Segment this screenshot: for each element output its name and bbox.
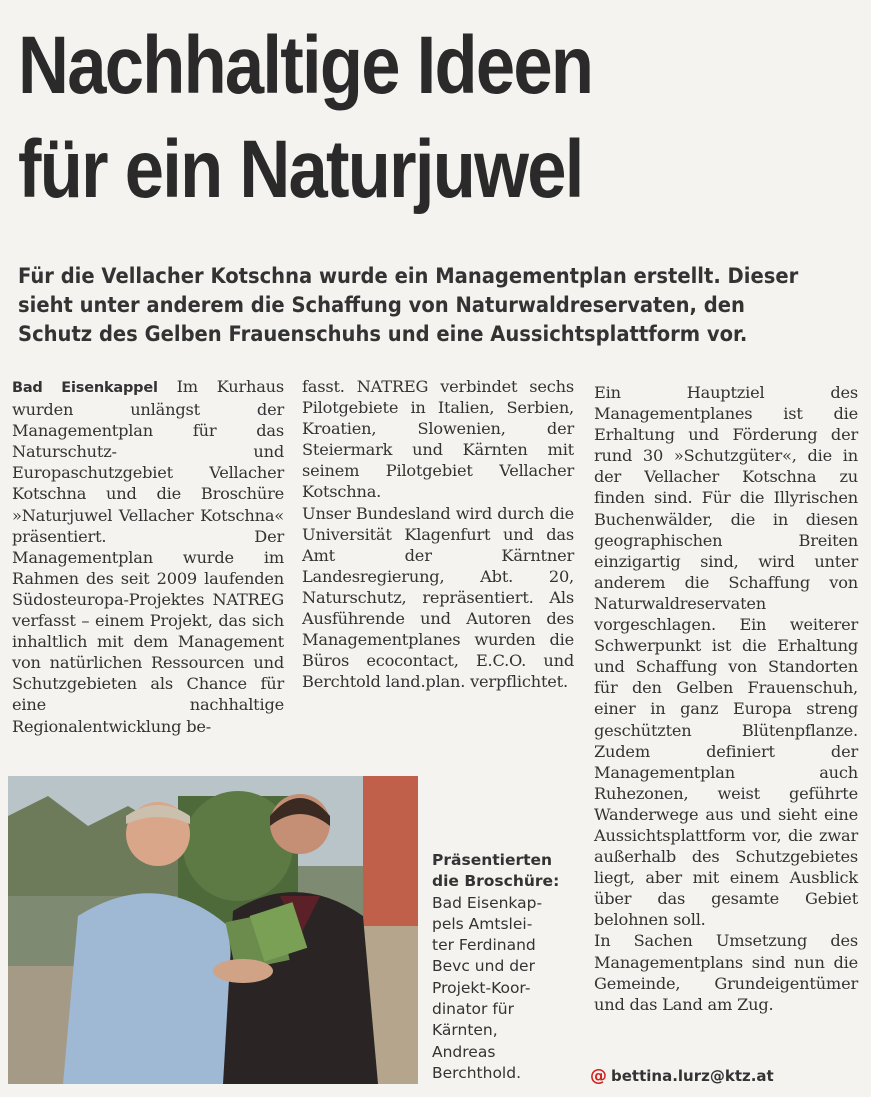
- caption-line-8: Andreas: [432, 1042, 496, 1061]
- caption-title-line-2: die Broschüre:: [432, 872, 560, 891]
- caption-line-7: Kärnten,: [432, 1021, 498, 1040]
- column-3-paragraph-2: In Sachen Umsetzung des Managementplans sind nun die Gemeinde, Grundeigentümer und das Land am Zug.: [594, 931, 858, 1014]
- lead-line-2: sieht unter anderem die Schaffung von Naturwaldreservaten, den: [18, 293, 745, 317]
- column-3-paragraph-1: Ein Hauptziel des Managementplanes ist die Erhaltung und Förderung der rund 30 »Schutzgüter«, die in der Vellacher Kotschna zu finden sind. Für die Illyrischen Buchenwälder, die in diesen geographischen Breiten einzigartig sind, wird unter anderem die Schaffung von Naturwaldreservaten vorgeschlagen. Ein weiterer Schwerpunkt ist die Erhaltung und Schaffung von Standorten für den Gelben Frauenschuh, einer in ganz Europa streng geschützten Blütenpflanze. Zudem definiert der Managementplan auch Ruhezonen, weist geführte Wanderwege aus und sieht eine Aussichtsplattform vor, die zwar außerhalb des Schutzgebietes liegt, aber mit einem Ausblick über das gesamte Gebiet belohnen soll.: [594, 383, 858, 930]
- column-1-text: Im Kurhaus wurden unlängst der Managementplan für das Naturschutz- und Europaschutzgebiet Vellacher Kotschna und die Broschüre »Naturjuwel Vellacher Kotschna« präsentiert. Der Managementplan wurde im Rahmen des seit 2009 laufenden Südosteuropa-Projektes NATREG verfasst – einem Projekt, das sich inhaltlich mit dem Management von natürlichen Ressourcen und Schutzgebieten als Chance für eine nachhaltige Regionalentwicklung be-: [12, 377, 285, 736]
- photo-caption: [432, 850, 592, 1084]
- headline-line-1: Nachhaltige Ideen: [18, 20, 593, 111]
- article-column-3: [594, 382, 858, 1015]
- caption-line-3: ter Ferdinand: [432, 936, 536, 955]
- article-photo: [8, 776, 418, 1084]
- article-column-2: [302, 376, 574, 692]
- article-column-1: [12, 376, 284, 737]
- lead-line-3: Schutz des Gelben Frauenschuhs und eine Aussichtsplattform vor.: [18, 322, 748, 346]
- caption-line-6: dinator für: [432, 1000, 514, 1019]
- column-2-paragraph-1: fasst. NATREG verbindet sechs Pilotgebiete in Italien, Serbien, Kroatien, Slowenien, der Steiermark und Kärnten mit seinem Pilotgebiet Vellacher Kotschna.: [302, 377, 574, 502]
- caption-title-line-1: Präsentierten: [432, 851, 553, 869]
- column-2-paragraph-2: Unser Bundesland wird durch die Universität Klagenfurt und das Amt der Kärntner Landesregierung, Abt. 20, Naturschutz, repräsentiert. Als Ausführende und Autoren des Managementplanes wurden die Büros ecocontact, E.C.O. und Berchtold land.plan. verpflichtet.: [302, 503, 574, 692]
- lead-line-1: Für die Vellacher Kotschna wurde ein Managementplan erstellt. Dieser: [18, 264, 799, 288]
- author-email[interactable]: [590, 1066, 774, 1086]
- lead-paragraph: [18, 262, 799, 349]
- column-1-paragraph: [12, 376, 284, 737]
- caption-line-5: Projekt-Koor-: [432, 978, 531, 997]
- photo-illustration: [8, 776, 418, 1084]
- caption-line-9: Berchthold.: [432, 1063, 522, 1082]
- caption-line-4: Bevc und der: [432, 957, 535, 976]
- headline: [18, 14, 745, 222]
- at-icon: @: [590, 1066, 607, 1086]
- dateline: Bad Eisenkappel: [12, 380, 158, 396]
- email-address[interactable]: bettina.lurz@ktz.at: [611, 1067, 774, 1085]
- caption-line-1: Bad Eisenkap-: [432, 893, 543, 912]
- caption-line-2: pels Amtslei-: [432, 914, 533, 933]
- headline-line-2: für ein Naturjuwel: [18, 124, 583, 215]
